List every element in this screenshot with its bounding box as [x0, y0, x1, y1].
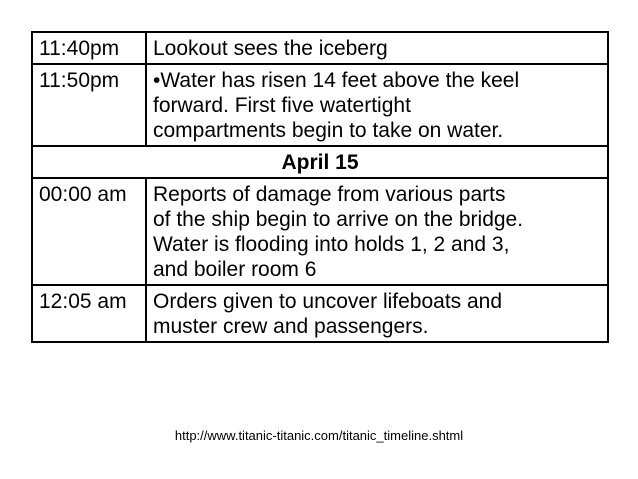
event-cell	[146, 178, 608, 285]
event-cell	[146, 64, 608, 146]
event-line: Orders given to uncover lifeboats and	[153, 290, 503, 313]
time-cell: 00:00 am	[32, 178, 146, 285]
date-heading: April 15	[32, 146, 608, 178]
event-line: Water is flooding into holds 1, 2 and 3,	[153, 233, 510, 256]
event-line: muster crew and passengers.	[153, 315, 429, 338]
event-line: of the ship begin to arrive on the bridge.	[153, 208, 524, 231]
table-row	[32, 32, 608, 64]
time-cell: 11:50pm	[32, 64, 146, 146]
event-cell	[146, 32, 608, 64]
time-cell: 12:05 am	[32, 285, 146, 342]
event-line: Water has risen 14 feet above the keel	[160, 69, 520, 92]
event-line: Lookout sees the iceberg	[153, 37, 388, 60]
event-cell	[146, 285, 608, 342]
table-row	[32, 64, 608, 146]
date-row	[32, 146, 608, 178]
source-url[interactable]: http://www.titanic-titanic.com/titanic_timeline.shtml	[174, 428, 464, 443]
table-row	[32, 285, 608, 342]
bullet-icon: •	[153, 69, 161, 92]
event-line: Reports of damage from various parts	[153, 183, 506, 206]
event-line: compartments begin to take on water.	[153, 119, 504, 142]
table-row	[32, 178, 608, 285]
timeline-table	[31, 31, 609, 343]
event-line: forward. First five watertight	[153, 94, 411, 117]
event-line: and boiler room 6	[153, 258, 317, 281]
time-cell: 11:40pm	[32, 32, 146, 64]
